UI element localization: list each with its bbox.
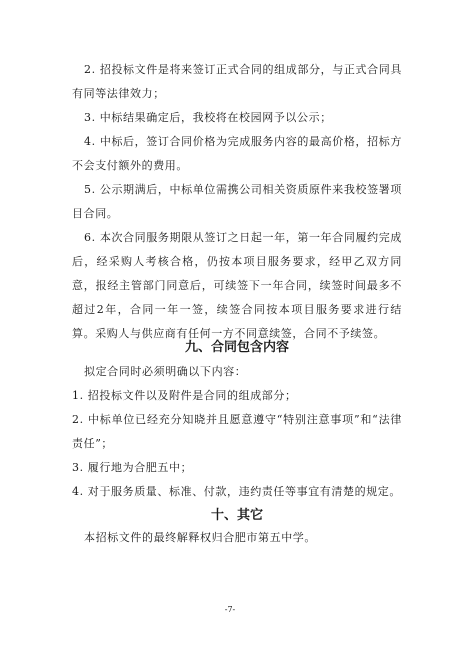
paragraph-item-6: 6. 本次合同服务期限从签订之日起一年，第一年合同履约完成后，经采购人考核合格，仍按本项目服务要求，经甲乙双方同意，报经主管部门同意后，可续签下一年合同，续签时间最多不超过2年，合同一年一签，续签合同按本项目服务要求进行结算。采购人与供应商有任何一方不同意续签，合同不予续签。 bbox=[72, 231, 402, 340]
section-heading-10: 十、其它 bbox=[210, 508, 263, 523]
page-number: -7- bbox=[224, 605, 236, 614]
paragraph-content-1: 1. 招投标文件以及附件是合同的组成部分； bbox=[72, 389, 297, 402]
paragraph-content-4: 4. 对于服务质量、标准、付款，违约责任等事宜有清楚的规定。 bbox=[72, 485, 401, 498]
paragraph-item-3: 3. 中标结果确定后，我校将在校园网予以公示； bbox=[84, 111, 332, 124]
section-heading-9: 九、合同包含内容 bbox=[184, 340, 289, 355]
paragraph-content-3: 3. 履行地为合肥五中； bbox=[72, 461, 193, 474]
paragraph-interpretation: 本招标文件的最终解释权归合肥市第五中学。 bbox=[84, 531, 316, 544]
paragraph-item-2: 2. 招投标文件是将来签订正式合同的组成部分，与正式合同具有同等法律效力； bbox=[72, 63, 402, 100]
paragraph-item-5: 5. 公示期满后，中标单位需携公司相关资质原件来我校签署项目合同。 bbox=[72, 183, 402, 220]
paragraph-intro: 拟定合同时必须明确以下内容： bbox=[84, 365, 247, 378]
paragraph-item-4: 4. 中标后，签订合同价格为完成服务内容的最高价格，招标方不会支付额外的费用。 bbox=[72, 135, 402, 172]
paragraph-content-2: 2. 中标单位已经充分知晓并且愿意遵守“特别注意事项”和“法律责任”； bbox=[72, 413, 402, 450]
